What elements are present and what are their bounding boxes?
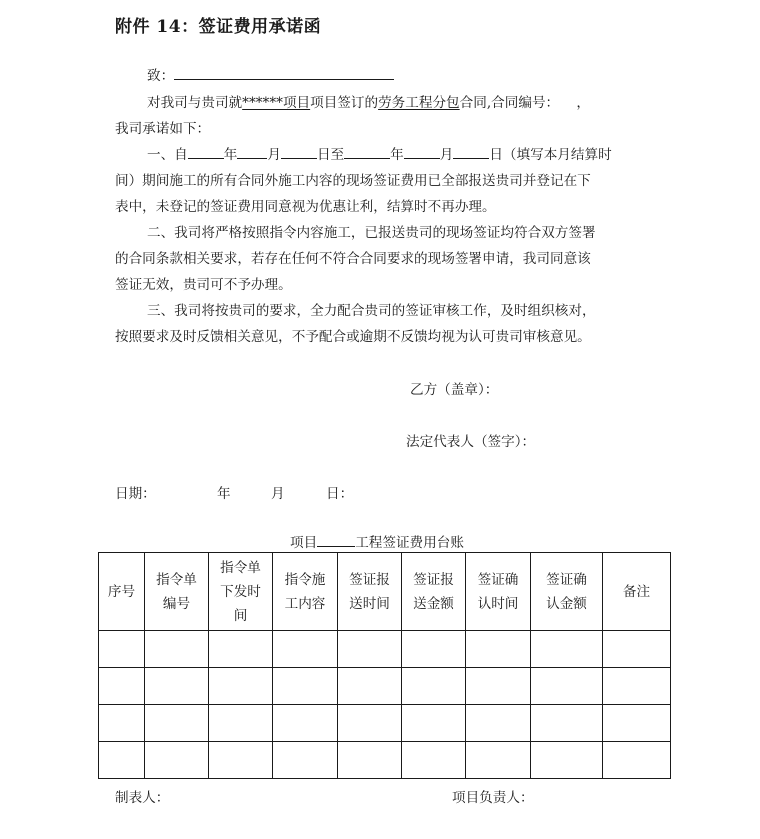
header-line: 签证确 bbox=[546, 571, 587, 588]
intro-tail: ， bbox=[576, 95, 590, 111]
table-cell bbox=[531, 705, 603, 742]
table-cell bbox=[145, 705, 209, 742]
intro-part3: 合同,合同编号： bbox=[459, 95, 553, 111]
header-seq-no bbox=[99, 553, 145, 631]
header-instruction-issue-time bbox=[209, 553, 273, 631]
table-row bbox=[99, 742, 671, 779]
table-row bbox=[99, 668, 671, 705]
header-line: 指令单 bbox=[220, 559, 261, 576]
clause2-line-3: 签证无效，贵司可不予办理。 bbox=[115, 277, 292, 293]
date-year-label: 年 bbox=[217, 486, 231, 502]
header-instruction-work-content bbox=[273, 553, 338, 631]
clause1-prefix: 一、自 bbox=[147, 147, 188, 163]
header-line: 编号 bbox=[162, 595, 191, 612]
header-line: 备注 bbox=[622, 583, 651, 600]
header-visa-confirm-amount bbox=[531, 553, 603, 631]
end-day-blank bbox=[453, 144, 489, 159]
clause1-end-year-label: 年 bbox=[390, 147, 404, 163]
header-line: 下发时 bbox=[220, 583, 261, 600]
addressee-blank bbox=[174, 65, 394, 80]
date-day-label: 日： bbox=[326, 486, 354, 502]
table-cell bbox=[99, 631, 145, 668]
table-cell bbox=[338, 631, 402, 668]
project-name: ******项目 bbox=[242, 95, 311, 111]
table-cell bbox=[209, 705, 273, 742]
header-visa-submit-time bbox=[338, 553, 402, 631]
clause1-end-month-label: 月 bbox=[439, 147, 454, 163]
table-cell bbox=[99, 742, 145, 779]
table-cell bbox=[273, 631, 338, 668]
header-instruction-no bbox=[145, 553, 209, 631]
table-cell bbox=[531, 742, 603, 779]
clause1-line-1 bbox=[147, 143, 612, 163]
table-cell bbox=[99, 668, 145, 705]
ledger-title bbox=[290, 531, 464, 551]
table-cell bbox=[338, 705, 402, 742]
start-day-blank bbox=[281, 144, 317, 159]
table-cell bbox=[338, 742, 402, 779]
header-remarks bbox=[603, 553, 671, 631]
table-cell bbox=[402, 705, 466, 742]
table-cell bbox=[603, 668, 671, 705]
to-label: 致： bbox=[147, 68, 175, 84]
ledger-project-blank bbox=[317, 532, 355, 547]
header-line: 间 bbox=[233, 607, 248, 624]
table-cell bbox=[531, 668, 603, 705]
table-cell bbox=[466, 705, 531, 742]
table-cell bbox=[209, 631, 273, 668]
table-cell bbox=[273, 742, 338, 779]
table-cell bbox=[145, 742, 209, 779]
ledger-body bbox=[99, 631, 671, 779]
intro-part1: 对我司与贵司就 bbox=[147, 95, 243, 111]
header-line: 指令单 bbox=[156, 571, 197, 588]
table-cell bbox=[402, 668, 466, 705]
table-cell bbox=[531, 631, 603, 668]
table-cell bbox=[99, 705, 145, 742]
intro-line-1 bbox=[147, 91, 590, 111]
table-cell bbox=[145, 631, 209, 668]
ledger-title-prefix: 项目 bbox=[290, 535, 318, 551]
table-cell bbox=[402, 742, 466, 779]
addressee-line bbox=[147, 64, 394, 84]
clause1-month-label: 月 bbox=[267, 147, 281, 163]
preparer-label: 制表人： bbox=[115, 790, 170, 806]
clause1-day-to-label: 日至 bbox=[316, 147, 345, 163]
contract-type: 劳务工程分包 bbox=[378, 95, 460, 111]
clause2-line-2: 的合同条款相关要求，若存在任何不符合合同要求的现场签署申请，我司同意该 bbox=[115, 251, 591, 267]
clause3-line-1: 三、我司将按贵司的要求，全力配合贵司的签证审核工作，及时组织核对， bbox=[147, 303, 596, 319]
header-line: 认金额 bbox=[546, 595, 587, 612]
ledger-title-suffix: 工程签证费用台账 bbox=[355, 535, 464, 551]
clause3-line-2: 按照要求及时反馈相关意见，不予配合或逾期不反馈均视为认可贵司审核意见。 bbox=[115, 329, 591, 345]
end-month-blank bbox=[404, 144, 440, 159]
table-row bbox=[99, 631, 671, 668]
clause1-year-label: 年 bbox=[223, 147, 238, 163]
intro-line-2: 我司承诺如下： bbox=[115, 121, 211, 137]
ledger-table bbox=[98, 552, 671, 779]
table-cell bbox=[338, 668, 402, 705]
table-cell bbox=[466, 742, 531, 779]
table-cell bbox=[466, 631, 531, 668]
table-cell bbox=[273, 705, 338, 742]
clause1-day-end-label: 日（填写本月结算时 bbox=[489, 147, 612, 163]
header-line: 序号 bbox=[107, 583, 136, 600]
legal-representative-signature: 法定代表人（签字）： bbox=[406, 434, 536, 450]
table-cell bbox=[603, 631, 671, 668]
table-cell bbox=[603, 742, 671, 779]
date-month-label: 月 bbox=[271, 486, 285, 502]
start-year-blank bbox=[188, 144, 224, 159]
party-b-seal: 乙方（盖章）： bbox=[410, 382, 499, 398]
clause1-line-2: 间）期间施工的所有合同外施工内容的现场签证费用已全部报送贵司并登记在下 bbox=[115, 173, 591, 189]
start-month-blank bbox=[237, 144, 267, 159]
clause2-line-1: 二、我司将严格按照指令内容施工，已报送贵司的现场签证均符合双方签署 bbox=[147, 225, 596, 241]
date-label: 日期： bbox=[115, 486, 156, 502]
header-line: 指令施 bbox=[284, 571, 326, 588]
clause1-line-3: 表中，未登记的签证费用同意视为优惠让利，结算时不再办理。 bbox=[115, 199, 496, 215]
table-cell bbox=[402, 631, 466, 668]
end-year-blank bbox=[344, 144, 390, 159]
document-title: 附件 14：签证费用承诺函 bbox=[115, 17, 322, 37]
intro-part2: 项目签订的 bbox=[310, 95, 379, 111]
header-line: 签证报 bbox=[349, 571, 390, 588]
table-row bbox=[99, 705, 671, 742]
table-cell bbox=[603, 705, 671, 742]
header-visa-submit-amount bbox=[402, 553, 466, 631]
table-cell bbox=[466, 668, 531, 705]
table-cell bbox=[209, 668, 273, 705]
table-cell bbox=[209, 742, 273, 779]
header-line: 送时间 bbox=[349, 595, 390, 612]
header-line: 签证报 bbox=[413, 571, 454, 588]
header-visa-confirm-time bbox=[466, 553, 531, 631]
header-line: 工内容 bbox=[284, 595, 326, 612]
header-line: 签证确 bbox=[477, 571, 519, 588]
header-line: 认时间 bbox=[477, 595, 519, 612]
header-line: 送金额 bbox=[413, 595, 454, 612]
ledger-header-row bbox=[99, 553, 671, 631]
table-cell bbox=[273, 668, 338, 705]
project-manager-label: 项目负责人： bbox=[452, 790, 534, 806]
table-cell bbox=[145, 668, 209, 705]
